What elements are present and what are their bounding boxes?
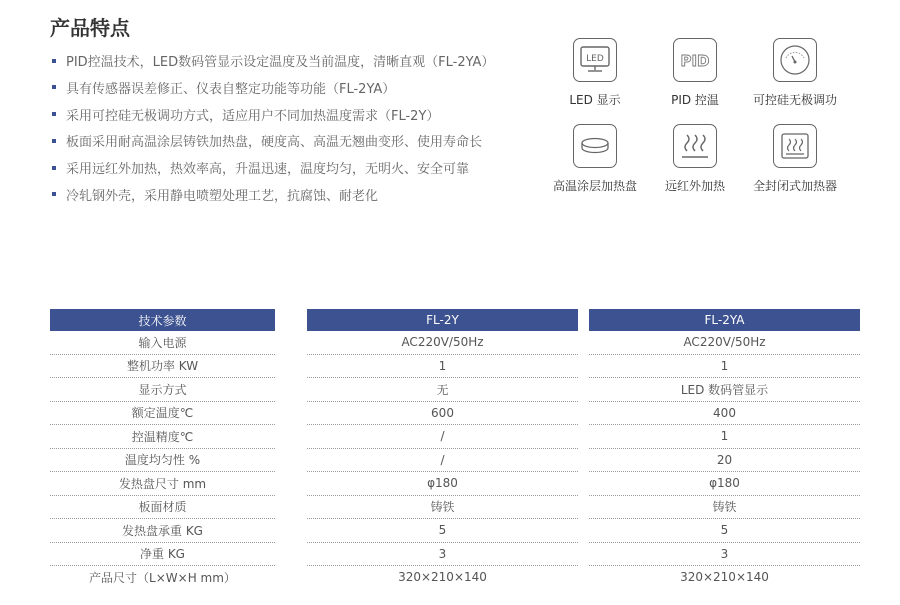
icon-label: 可控硅无极调功 bbox=[752, 93, 837, 107]
section-title: 产品特点 bbox=[50, 16, 130, 40]
feature-item: 采用可控硅无极调功方式，适应用户不同加热温度需求（FL-2Y） bbox=[52, 104, 494, 131]
spec-param: 发热盘承重 KG bbox=[50, 519, 275, 543]
svg-text:LED: LED bbox=[586, 54, 604, 64]
feature-icon-led bbox=[545, 38, 645, 108]
feature-item: PID控温技术，LED数码管显示设定温度及当前温度，清晰直观（FL-2YA） bbox=[52, 50, 494, 77]
spec-gap bbox=[275, 425, 307, 449]
spec-value-fl2y: 3 bbox=[307, 542, 578, 566]
feature-item: 具有传感器误差修正、仪表自整定功能等功能（FL-2YA） bbox=[52, 77, 494, 104]
spec-param: 发热盘尺寸 mm bbox=[50, 472, 275, 496]
icon-label: 高温涂层加热盘 bbox=[552, 179, 637, 193]
spec-header-fl2ya: FL-2YA bbox=[589, 309, 860, 331]
spec-value-fl2ya: 3 bbox=[589, 542, 860, 566]
spec-gap bbox=[275, 354, 307, 378]
spec-value-fl2y: / bbox=[307, 448, 578, 472]
spec-value-fl2ya: 5 bbox=[589, 519, 860, 543]
feature-item: 采用远红外加热，热效率高，升温迅速，温度均匀，无明火、安全可靠 bbox=[52, 157, 494, 184]
spec-gap bbox=[578, 309, 589, 331]
spec-row bbox=[50, 331, 860, 354]
spec-gap bbox=[275, 401, 307, 425]
spec-gap bbox=[275, 542, 307, 566]
spec-param: 净重 KG bbox=[50, 542, 275, 566]
spec-header-row bbox=[50, 309, 860, 331]
enclosed-heater-icon bbox=[773, 124, 817, 168]
spec-value-fl2y: / bbox=[307, 425, 578, 449]
spec-gap bbox=[578, 378, 589, 402]
spec-row bbox=[50, 566, 860, 589]
spec-value-fl2y: 1 bbox=[307, 354, 578, 378]
spec-row bbox=[50, 448, 860, 472]
spec-gap bbox=[275, 472, 307, 496]
spec-param: 产品尺寸（L×W×H mm） bbox=[89, 570, 236, 585]
spec-param: 显示方式 bbox=[50, 378, 275, 402]
spec-row bbox=[50, 472, 860, 496]
spec-gap bbox=[578, 472, 589, 496]
icon-label: PID 控温 bbox=[671, 93, 719, 107]
spec-value-fl2y: 无 bbox=[307, 378, 578, 402]
spec-gap bbox=[578, 425, 589, 449]
spec-value-fl2y: 320×210×140 bbox=[398, 570, 487, 585]
spec-param: 额定温度℃ bbox=[50, 401, 275, 425]
spec-value-fl2y: φ180 bbox=[307, 472, 578, 496]
spec-value-fl2ya: 320×210×140 bbox=[680, 570, 769, 585]
spec-gap bbox=[578, 566, 589, 589]
spec-gap bbox=[578, 542, 589, 566]
icon-label: LED 显示 bbox=[569, 93, 621, 107]
spec-gap bbox=[275, 309, 307, 331]
spec-value-fl2y: 铸铁 bbox=[307, 495, 578, 519]
feature-item: 冷轧钢外壳，采用静电喷塑处理工艺，抗腐蚀、耐老化 bbox=[52, 184, 494, 211]
spec-param: 输入电源 bbox=[50, 331, 275, 354]
spec-row bbox=[50, 401, 860, 425]
spec-gap bbox=[275, 566, 307, 589]
spec-param: 整机功率 KW bbox=[50, 354, 275, 378]
infrared-heat-icon bbox=[673, 124, 717, 168]
spec-value-fl2ya: 铸铁 bbox=[589, 495, 860, 519]
spec-param: 控温精度℃ bbox=[50, 425, 275, 449]
feature-icon-dial bbox=[745, 38, 845, 108]
spec-gap bbox=[275, 495, 307, 519]
spec-row bbox=[50, 354, 860, 378]
spec-value-fl2ya: 1 bbox=[589, 354, 860, 378]
spec-gap bbox=[578, 331, 589, 354]
spec-gap bbox=[578, 448, 589, 472]
icon-label: 远红外加热 bbox=[664, 179, 725, 193]
spec-header-param: 技术参数 bbox=[50, 309, 275, 331]
spec-gap bbox=[578, 354, 589, 378]
spec-row bbox=[50, 495, 860, 519]
spec-param: 温度均匀性 % bbox=[50, 448, 275, 472]
spec-row bbox=[50, 378, 860, 402]
feature-icon-pid bbox=[645, 38, 745, 108]
spec-gap bbox=[578, 519, 589, 543]
spec-gap bbox=[275, 331, 307, 354]
spec-value-fl2y: 5 bbox=[307, 519, 578, 543]
spec-value-fl2ya: 20 bbox=[589, 448, 860, 472]
spec-value-fl2ya: φ180 bbox=[589, 472, 860, 496]
spec-row bbox=[50, 519, 860, 543]
spec-row bbox=[50, 425, 860, 449]
spec-value-fl2ya: 400 bbox=[589, 401, 860, 425]
spec-value-fl2ya: LED 数码管显示 bbox=[589, 378, 860, 402]
spec-table bbox=[50, 309, 860, 589]
spec-param: 板面材质 bbox=[50, 495, 275, 519]
spec-row bbox=[50, 542, 860, 566]
feature-icon-grid bbox=[545, 38, 845, 194]
spec-value-fl2y: AC220V/50Hz bbox=[307, 331, 578, 354]
feature-icon-enclosed bbox=[745, 124, 845, 194]
feature-list bbox=[52, 50, 494, 211]
spec-gap bbox=[275, 448, 307, 472]
spec-value-fl2ya: AC220V/50Hz bbox=[589, 331, 860, 354]
feature-item: 板面采用耐高温涂层铸铁加热盘，硬度高、高温无翘曲变形、使用寿命长 bbox=[52, 130, 494, 157]
feature-icon-hot-plate bbox=[545, 124, 645, 194]
spec-gap bbox=[275, 378, 307, 402]
spec-value-fl2y: 600 bbox=[307, 401, 578, 425]
spec-gap bbox=[578, 495, 589, 519]
pid-icon bbox=[673, 38, 717, 82]
spec-header-fl2y: FL-2Y bbox=[307, 309, 578, 331]
spec-gap bbox=[578, 401, 589, 425]
icon-label: 全封闭式加热器 bbox=[752, 179, 837, 193]
spec-value-fl2ya: 1 bbox=[589, 425, 860, 449]
led-display-icon bbox=[573, 38, 617, 82]
dial-icon bbox=[773, 38, 817, 82]
hot-plate-icon bbox=[573, 124, 617, 168]
svg-text:PID: PID bbox=[680, 52, 710, 70]
feature-icon-infrared bbox=[645, 124, 745, 194]
spec-gap bbox=[275, 519, 307, 543]
